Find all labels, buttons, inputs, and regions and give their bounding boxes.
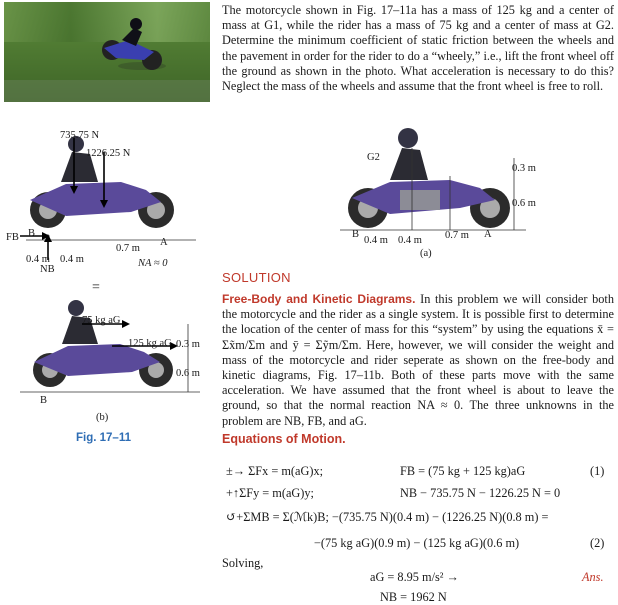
eq3-continued: −(75 kg aG)(0.9 m) − (125 kg aG)(0.6 m) <box>314 536 520 550</box>
fig-a-h2: 0.6 m <box>512 198 536 209</box>
fig-a-caption: (a) <box>420 248 432 259</box>
fig-a-d3: 0.7 m <box>445 230 469 241</box>
fbd-w1: 735.75 N <box>60 130 100 141</box>
fbd-a: A <box>160 237 168 248</box>
solution-heading: SOLUTION <box>222 270 291 285</box>
cut-off-line: NB = 1962 N <box>380 590 447 604</box>
kin-b: B <box>40 395 48 406</box>
eq2-left: +↑ΣFy = m(aG)y; <box>226 486 314 500</box>
fbd-nb: NB <box>40 264 55 275</box>
wheelie-photo <box>4 2 210 102</box>
fbd-w2: 1226.25 N <box>86 148 131 159</box>
kin-h1: 0.3 m <box>176 339 200 350</box>
fbd-na: NA ≈ 0 <box>138 258 168 269</box>
eq1-left: ±→ ΣFx = m(aG)x; <box>226 464 324 478</box>
fbd-d3: 0.7 m <box>116 243 140 254</box>
kin-h2: 0.6 m <box>176 368 200 379</box>
kin-k2: 125 kg aG <box>128 338 172 349</box>
fig-a-a: A <box>484 229 492 240</box>
fig-a-b: B <box>352 229 360 240</box>
fbd-paragraph <box>222 292 614 429</box>
figure-label: Fig. 17–11 <box>76 432 131 444</box>
fig-a-g2: G2 <box>367 152 380 163</box>
solving-label: Solving, <box>222 556 264 570</box>
eq1-right: FB = (75 kg + 125 kg)aG <box>400 464 526 478</box>
problem-statement: The motorcycle shown in Fig. 17–11a has a mass of 125 kg and a center of mass at G1, while the rider has a mass of 75 kg and a center of mass at G2. Determine the minimum coefficient of static friction between the wheels and the pavement in order for the rider to do a “wheely,” i.e., lift the front wheel off the ground as shown in the photo. What acceleration is necessary to do this? Neglect the mass of the wheels and assume that the front wheel is free to roll. <box>222 3 614 94</box>
fbd-d1: 0.4 m <box>26 254 50 265</box>
figure-b-kinetic <box>20 296 200 406</box>
fig-a-d2: 0.4 m <box>398 235 422 246</box>
fbd-text: In this problem we will consider both the motorcycle and the rider as a single system. It is possible first to determine the location of the center of mass for this “system” by using the equations x̄ = Σx̃m/Σm and ȳ = Σỹm/Σm. Here, however, we will consider the weight and mass of the motorcycle and rider seperate as shown on the free-body and kinetic diagrams, Fig. 17–11b. Both of these parts move with the same acceleration. We have assumed that the front wheel is about to leave the ground, so that the normal reaction NA ≈ 0. The three unknowns in the problem are NB, FB, and aG. <box>222 292 614 428</box>
fbd-b: B <box>28 228 36 239</box>
eq3-left: ↺+ΣMB = Σ(ℳk)B; −(735.75 N)(0.4 m) − (1226.25 N)(0.8 m) = <box>226 510 549 524</box>
fig-a-d1: 0.4 m <box>364 235 388 246</box>
answer-marker: Ans. <box>582 570 604 584</box>
eq2-right: NB − 735.75 N − 1226.25 N = 0 <box>400 486 561 500</box>
figure-a-diagram <box>330 118 530 258</box>
fig-a-h1: 0.3 m <box>512 163 536 174</box>
fig-b-caption: (b) <box>96 412 109 423</box>
eq1-number: (1) <box>590 464 605 478</box>
kin-k1: 75 kg aG <box>82 315 121 326</box>
eom-heading: Equations of Motion. <box>222 432 346 446</box>
fbd-d2: 0.4 m <box>60 254 84 265</box>
eq3-number: (2) <box>590 536 605 550</box>
fbd-heading: Free-Body and Kinetic Diagrams. <box>222 292 416 306</box>
fbd-fb: FB <box>6 232 19 243</box>
result-acceleration: aG = 8.95 m/s² → <box>370 570 459 584</box>
fbd-equals: = <box>92 280 100 295</box>
